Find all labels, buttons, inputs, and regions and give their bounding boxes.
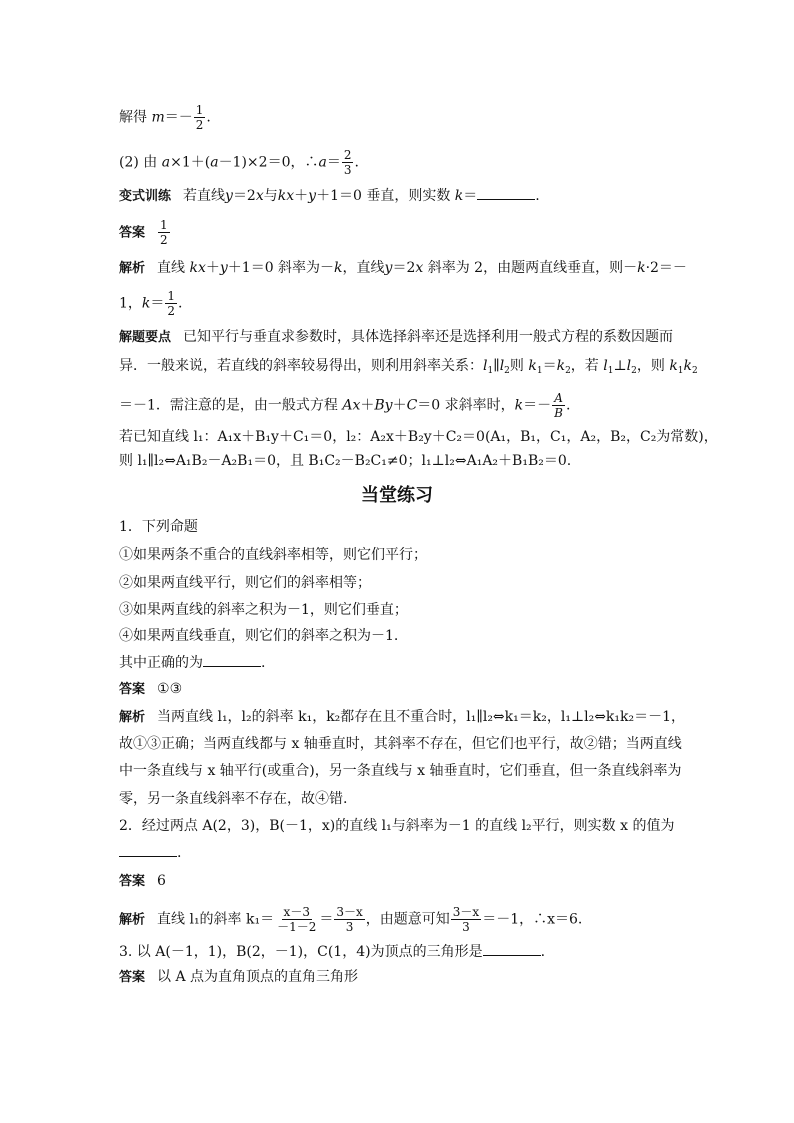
answer-blank [477, 186, 535, 200]
q1-answer: 答案 ①③ [119, 681, 183, 697]
analysis-label: 解析 [119, 710, 146, 725]
keypoint-line-3: ＝－1．需注意的是，由一般式方程 Ax＋By＋C＝0 求斜率时，k＝－ $\frac{A}{B}$ . [119, 391, 571, 420]
fraction: $\frac{x-3}{-1-2}$ [277, 905, 317, 934]
fraction: $\frac{1}{2}$ [167, 289, 176, 318]
fraction: $\frac{3-x}{3}$ [452, 905, 480, 934]
q1-stem: 1．下列命题 [119, 519, 198, 535]
variant-label: 变式训练 [119, 189, 172, 204]
answer-label: 答案 [119, 874, 146, 889]
q1-analysis-2: 故①③正确；当两直线都与 x 轴垂直时，其斜率不存在，但它们也平行，故②错；当两直线 [119, 736, 682, 752]
analysis-1-line-1: 解析 直线 kx＋y＋1＝0 斜率为－k，直线y＝2x 斜率为 2，由题两直线垂直，则－k·2＝－ [119, 260, 687, 276]
answer-blank [119, 843, 177, 857]
answer-blank [203, 653, 261, 667]
keypoint-line-1: 解题要点 已知平行与垂直求参数时，具体选择斜率还是选择利用一般式方程的系数因题而 [119, 329, 674, 345]
answer-label: 答案 [119, 225, 146, 241]
q1-analysis-4: 零，另一条直线斜率不存在，故④错. [119, 791, 348, 807]
answer-blank [483, 942, 541, 956]
fraction: $\frac{2}{3}$ [343, 148, 352, 177]
solution-line-1: 解得 m＝－ $\frac{1}{2}$ . [119, 103, 211, 132]
fraction: $\frac{3-x}{3}$ [336, 905, 363, 934]
answer-1 [119, 218, 171, 247]
q1-analysis-1: 解析 当两直线 l₁，l₂的斜率 k₁，k₂都存在且不重合时，l₁∥l₂⇔k₁＝k₂，l₁⊥l₂⇔k₁k₂＝－1， [119, 709, 686, 725]
q3-answer: 答案 以 A 点为直角顶点的直角三角形 [119, 969, 359, 985]
answer-label: 答案 [119, 682, 146, 697]
q1-option-3: ③如果两直线的斜率之积为－1，则它们垂直； [119, 602, 408, 618]
keypoint-line-5: 则 l₁∥l₂⇔A₁B₂－A₂B₁＝0，且 B₁C₂－B₂C₁≠0；l₁⊥l₂⇔A₁A₂＋B₁B₂＝0. [119, 453, 572, 469]
q1-ask: 其中正确的为 . [119, 655, 266, 671]
answer-label: 答案 [119, 970, 146, 985]
keypoint-line-4: 若已知直线 l₁：A₁x＋B₁y＋C₁＝0，l₂：A₂x＋B₂y＋C₂＝0(A₁，B₁，C₁，A₂，B₂，C₂为常数)， [119, 429, 718, 445]
analysis-label: 解析 [119, 912, 146, 928]
q2-answer: 答案 6 [119, 873, 166, 889]
solution-line-2: (2) 由 a×1＋(a－1)×2＝0，∴a＝ $\frac{2}{3}$ . [119, 148, 359, 177]
q2-blank-line: . [119, 843, 181, 862]
fraction: $\frac{1}{2}$ [195, 103, 204, 132]
keypoint-line-2: 异．一般来说，若直线的斜率较易得出，则利用斜率关系：$l_1\parallel l_2$则 $k_1=k_2$，若 $l_1\perp l_2$，则 $k_1k_2$ [119, 358, 698, 376]
analysis-label: 解析 [119, 261, 146, 276]
analysis-1-line-2: 1，k＝ $\frac{1}{2}$ . [119, 289, 183, 318]
q1-analysis-3: 中一条直线与 x 轴平行(或重合)，另一条直线与 x 轴垂直时，它们垂直，但一条直线斜率为 [119, 763, 682, 779]
q2-analysis: 解析 直线 l₁的斜率 k₁＝ $\frac{x-3}{-1-2}$ ＝ $\frac{3-x}{3}$ ，由题意可知 $\frac{3-x}{3}$ ＝－1，∴x＝6. [119, 905, 583, 934]
q1-option-1: ①如果两条不重合的直线斜率相等，则它们平行； [119, 547, 427, 563]
section-title: 当堂练习 [361, 485, 433, 506]
keypoint-label: 解题要点 [119, 330, 172, 345]
q1-option-4: ④如果两直线垂直，则它们的斜率之积为－1. [119, 628, 399, 644]
q1-option-2: ②如果两直线平行，则它们的斜率相等； [119, 575, 371, 591]
q2-stem: 2．经过两点 A(2，3)，B(－1，x)的直线 l₁与斜率为－1 的直线 l₂平行，则实数 x 的值为 [119, 818, 675, 834]
fraction: $\frac{1}{2}$ [160, 218, 168, 247]
fraction: $\frac{A}{B}$ [554, 391, 563, 420]
q3-stem: 3. 以 A(－1，1)，B(2，－1)，C(1，4)为顶点的三角形是 . [119, 944, 546, 960]
variant-exercise: 变式训练 若直线y＝2x与kx＋y＋1＝0 垂直，则实数 k＝ . [119, 188, 540, 204]
